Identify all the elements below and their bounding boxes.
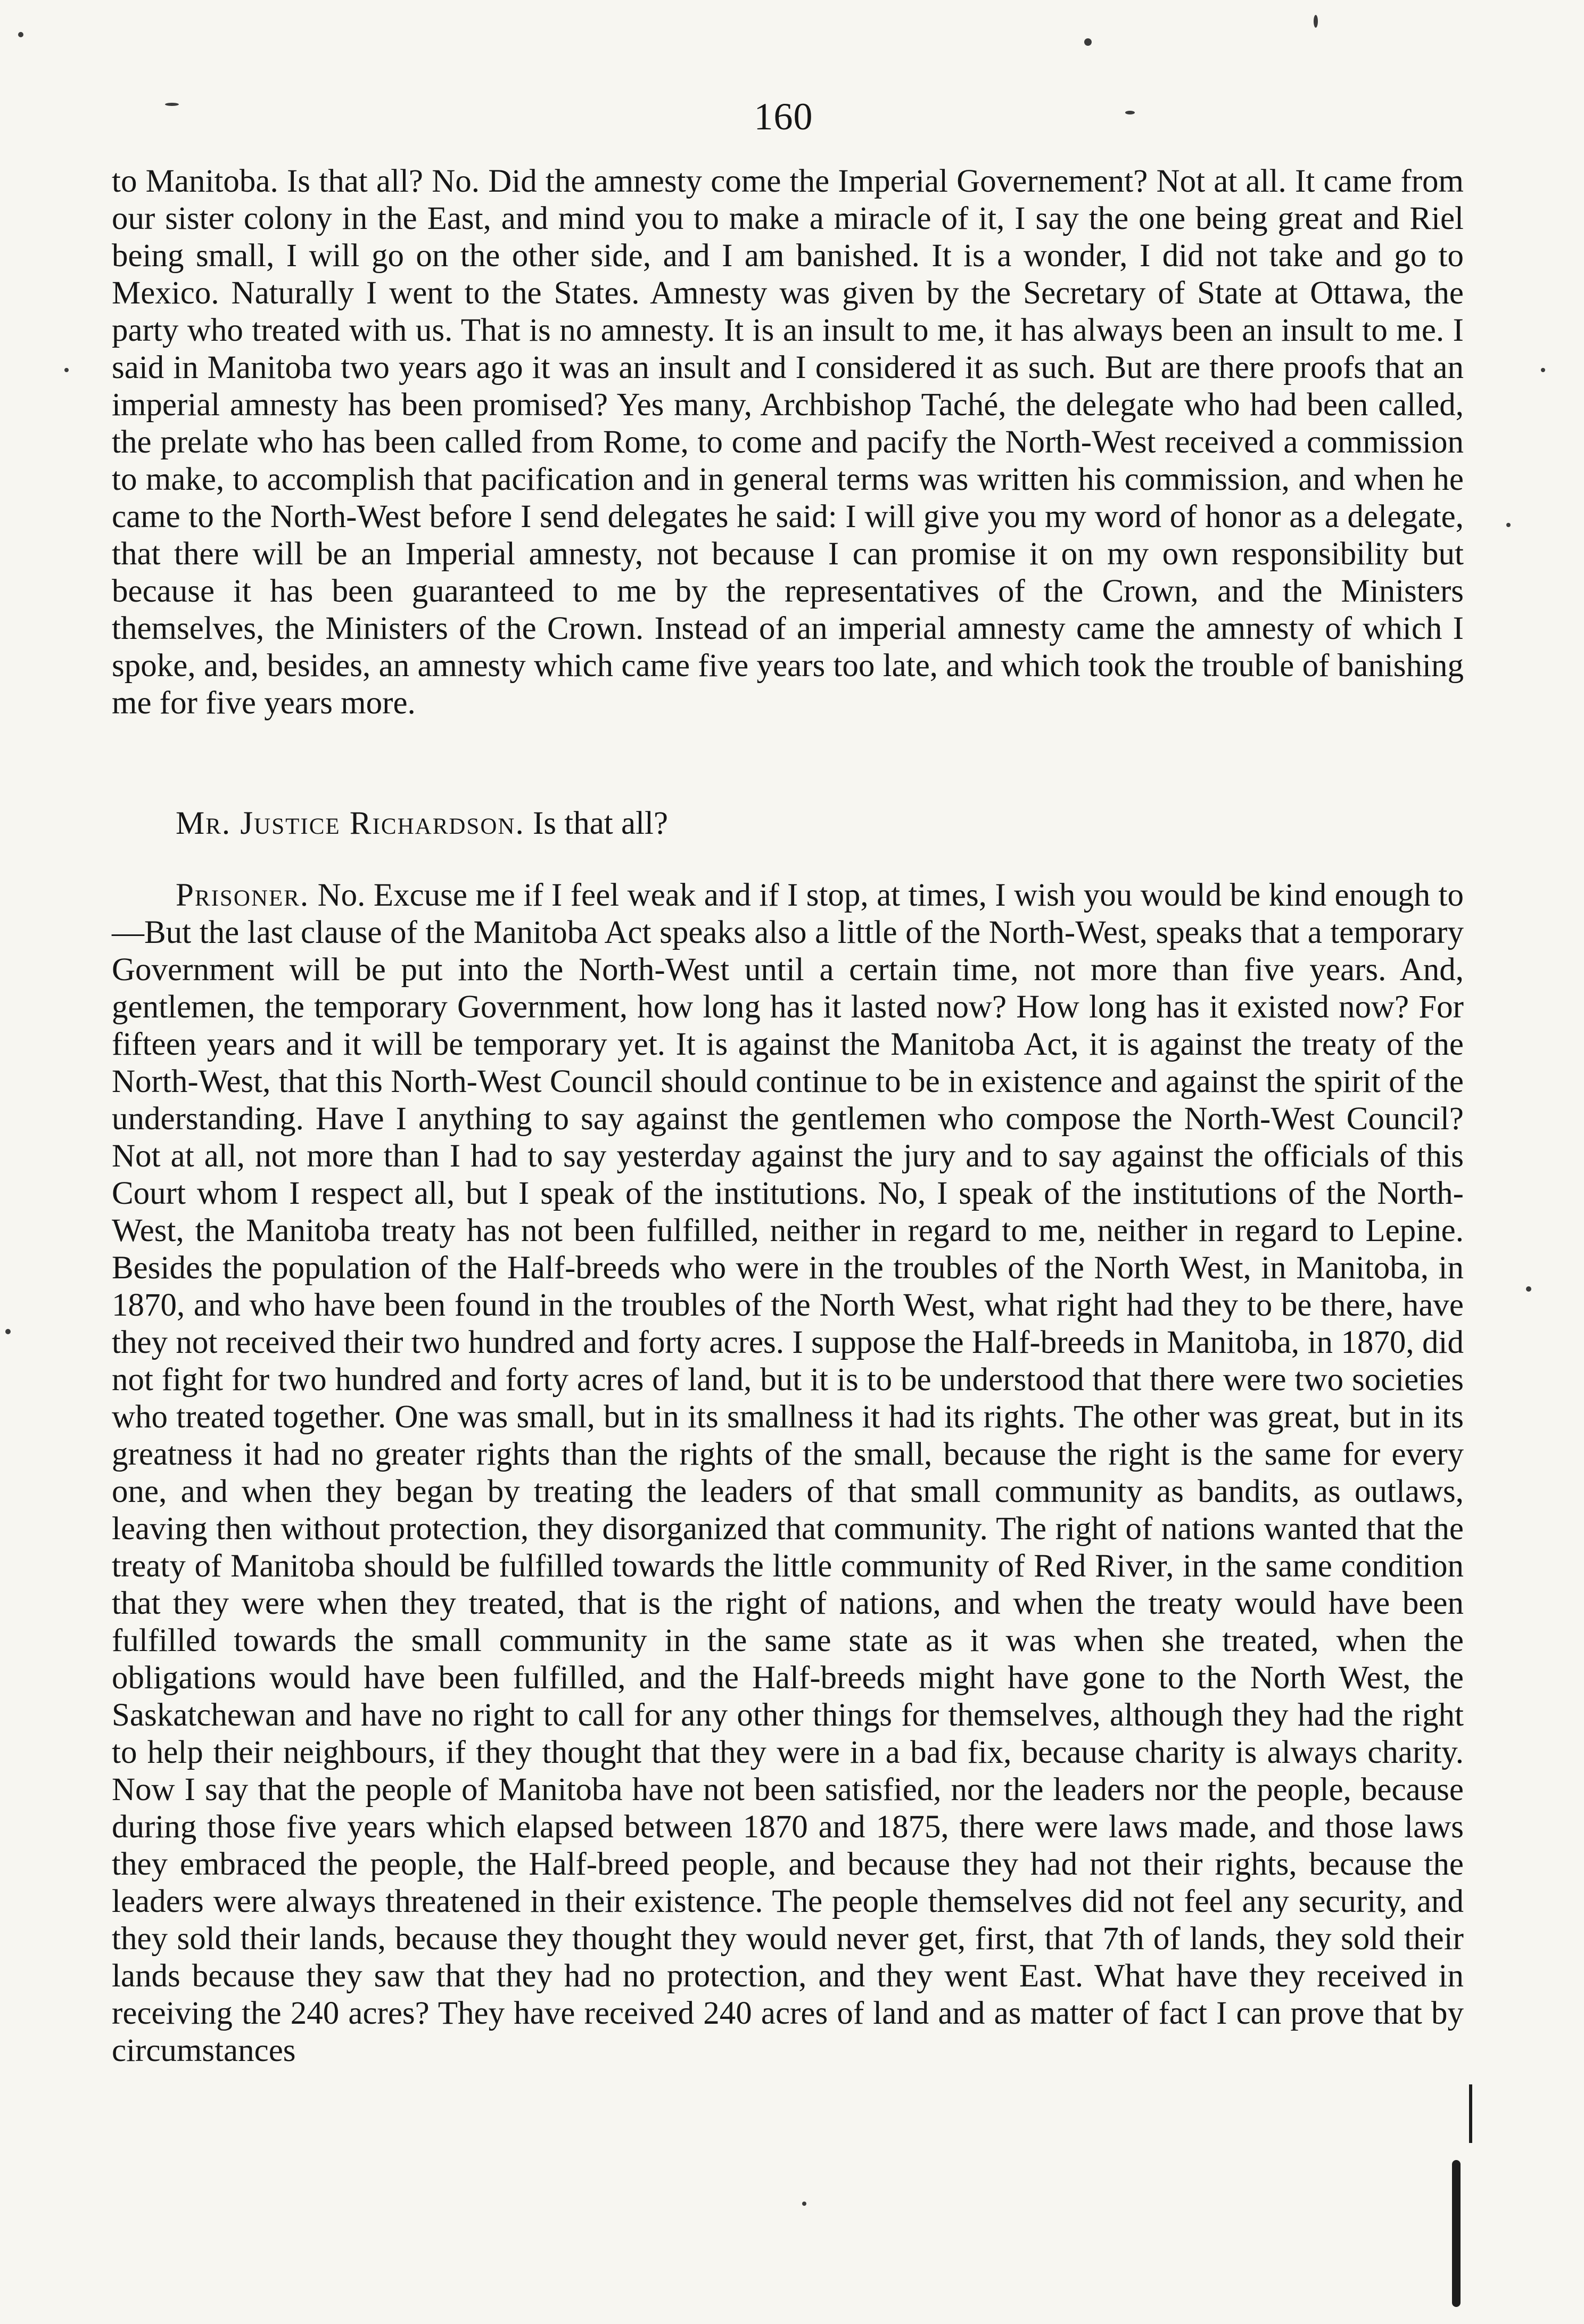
scan-speck [1541,368,1545,372]
scan-edge-mark [1469,2084,1472,2143]
scan-speck [1125,111,1135,114]
paragraph-continued: to Manitoba. Is that all? No. Did the amnesty come the Imperial Governement? Not at all. It came from our sister colony in the East, and mind you to make a miracle of it, I say the one being great and Riel being small, I will go on the other side, and I am banished. It is a wonder, I did not take and go to Mexico. Naturally I went to the States. Amnesty was given by the Secretary of State at Ottawa, the party who treated with us. That is no amnesty. It is an insult to me, it has always been an insult to me. I said in Manitoba two years ago it was an insult and I considered it as such. But are there proofs that an imperial amnesty has been promised? Yes many, Archbishop Taché, the delegate who had been called, the prelate who has been called from Rome, to come and pacify the North-West received a commission to make, to accomplish that pacification and in general terms was written his commission, and when he came to the North-West before I send delegates he said: I will give you my word of honor as a delegate, that there will be an Imperial amnesty, not because I can promise it on my own responsibility but because it has been guaranteed to me by the representatives of the Crown, and the Ministers themselves, the Ministers of the Crown. Instead of an imperial amnesty came the amnesty of which I spoke, and, besides, an amnesty which came five years too late, and which took the trouble of banishing me for five years more. [112,163,1464,721]
scan-speck [1506,523,1511,527]
paragraph-prisoner [112,877,1464,2070]
scan-speck [165,103,179,106]
scan-speck [1526,1286,1531,1292]
scan-speck [18,32,23,37]
scan-speck [64,368,69,372]
scan-edge-mark [1452,2160,1461,2307]
paragraph-justice [112,805,1464,842]
prisoner-statement: No. Excuse me if I feel weak and if I stop, at times, I wish you would be kind enough to—But the last clause of the Manitoba Act speaks also a little of the North-West, speaks that a temporary Government will be put into the North-West until a certain time, not more than five years. And, gentlemen, the temporary Government, how long has it lasted now? How long has it existed now? For fifteen years and it will be temporary yet. It is against the Manitoba Act, it is against the treaty of the North-West, that this North-West Council should continue to be in existence and against the spirit of the understanding. Have I anything to say against the gentlemen who compose the North-West Council? Not at all, not more than I had to say yesterday against the jury and to say against the officials of this Court whom I respect all, but I speak of the institutions. No, I speak of the institutions of the North-West, the Manitoba treaty has not been fulfilled, neither in regard to me, neither in regard to Lepine. Besides the population of the Half-breeds who were in the troubles of the North West, in Manitoba, in 1870, and who have been found in the troubles of the North West, what right had they to be there, have they not received their two hundred and forty acres. I suppose the Half-breeds in Manitoba, in 1870, did not fight for two hundred and forty acres of land, but it is to be understood that there were two societies who treated together. One was small, but in its smallness it had its rights. The other was great, but in its greatness it had no greater rights than the rights of the small, because the right is the same for every one, and when they began by treating the leaders of that small community as bandits, as outlaws, leaving then without protection, they disorganized that community. The right of nations wanted that the treaty of Manitoba should be fulfilled towards the little community of Red River, in the same condition that they were when they treated, that is the right of nations, and when the treaty would have been fulfilled towards the small community in the same state as it was when she treated, when the obligations would have been fulfilled, and the Half-breeds might have gone to the North West, the Saskatchewan and have no right to call for any other things for themselves, although they had the right to help their neighbours, if they thought that they were in a bad fix, because charity is always charity. Now I say that the people of Manitoba have not been satisfied, nor the leaders nor the people, because during those five years which elapsed between 1870 and 1875, there were laws made, and those laws they embraced the people, the Half-breed people, and because they had not their rights, because the leaders were always threatened in their existence. The people themselves did not feel any security, and they sold their lands, because they thought they would never get, first, that 7th of lands, they sold their lands because they saw that they had no protection, and they went East. What have they received in receiving the 240 acres? They have received 240 acres of land and as matter of fact I can prove that by circumstances [112,877,1464,2068]
scan-speck [1084,38,1092,46]
scan-speck [1314,15,1318,28]
scan-speck [5,1329,11,1334]
scan-speck [802,2202,806,2206]
speaker-prisoner: Prisoner. [176,877,310,913]
justice-remark: Is that all? [532,806,669,841]
speaker-justice: Mr. Justice Richardson. [176,806,525,841]
page-number: 160 [754,95,813,138]
